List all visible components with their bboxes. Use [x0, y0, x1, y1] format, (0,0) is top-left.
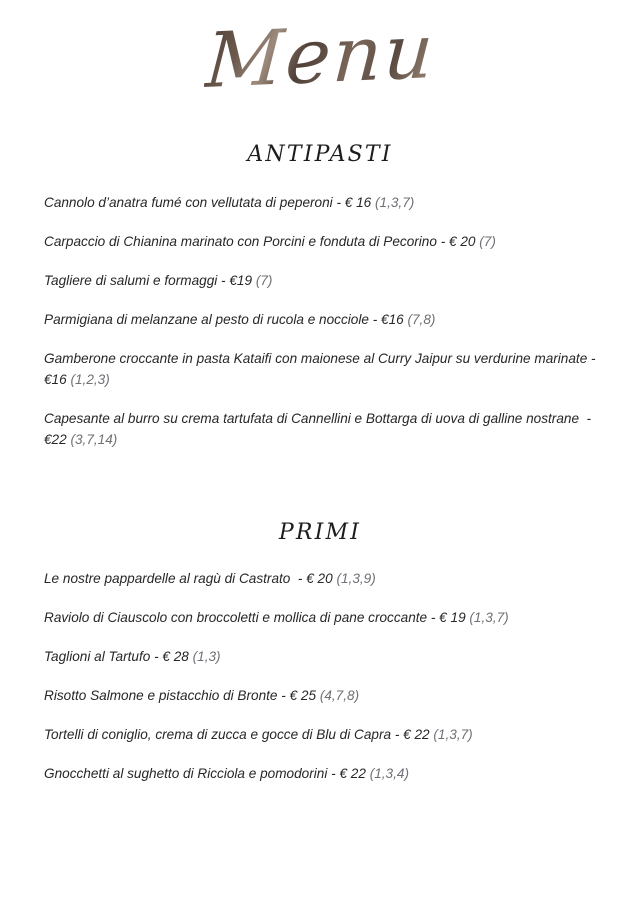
antipasti-item-list	[0, 192, 640, 450]
menu-item	[44, 309, 596, 330]
menu-item	[44, 270, 596, 291]
menu-item	[44, 568, 596, 589]
menu-item-text: Carpaccio di Chianina marinato con Porcini e fonduta di Pecorino - € 20	[44, 234, 480, 249]
menu-item	[44, 192, 596, 213]
menu-item-allergens: (4,7,8)	[319, 688, 360, 703]
menu-item-text: Parmigiana di melanzane al pesto di rucola e nocciole - €16	[44, 312, 408, 327]
menu-item-allergens: (1,3,4)	[369, 766, 409, 781]
menu-item-allergens: (1,3,7)	[469, 610, 509, 625]
menu-item-text: Le nostre pappardelle al ragù di Castrato - € 20	[44, 571, 337, 586]
menu-item	[44, 231, 596, 252]
section-heading-primi: PRIMI	[278, 520, 362, 545]
menu-item	[44, 408, 596, 450]
menu-title: Menu	[202, 1, 438, 111]
menu-item	[44, 724, 596, 745]
primi-item-list	[0, 568, 640, 784]
menu-item-allergens: (1,3,9)	[336, 571, 376, 586]
menu-item	[44, 348, 600, 390]
menu-item	[44, 763, 596, 784]
menu-item	[44, 607, 596, 628]
section-heading-antipasti: ANTIPASTI	[247, 142, 393, 167]
menu-item	[44, 646, 596, 667]
menu-item-text: Tortelli di coniglio, crema di zucca e gocce di Blu di Capra - € 22	[44, 727, 434, 742]
menu-item-text: Raviolo di Ciauscolo con broccoletti e mollica di pane croccante - € 19	[44, 610, 470, 625]
menu-item-text: Gnocchetti al sughetto di Ricciola e pomodorini - € 22	[44, 766, 370, 781]
menu-item-text: Taglioni al Tartufo - € 28	[44, 649, 193, 664]
menu-item-text: Cannolo d’anatra fumé con vellutata di peperoni - € 16	[44, 195, 375, 210]
menu-item-text: Capesante al burro su crema tartufata di Cannellini e Bottarga di uova di galline nostrane - €22	[44, 411, 595, 447]
menu-item-text: Tagliere di salumi e formaggi - €19	[44, 273, 256, 288]
menu-item-allergens: (3,7,14)	[70, 432, 118, 447]
menu-item-allergens: (7)	[255, 273, 273, 288]
menu-item-text: Gamberone croccante in pasta Kataifi con maionese al Curry Jaipur su verdurine marinate - €16	[44, 351, 600, 387]
menu-title-container	[0, 0, 640, 112]
menu-item-allergens: (7)	[479, 234, 496, 249]
menu-item-allergens: (1,3,7)	[375, 195, 415, 210]
menu-item	[44, 685, 596, 706]
menu-item-allergens: (1,3,7)	[433, 727, 473, 742]
menu-item-allergens: (1,3)	[192, 649, 221, 664]
menu-item-text: Risotto Salmone e pistacchio di Bronte - € 25	[44, 688, 320, 703]
menu-item-allergens: (7,8)	[407, 312, 436, 327]
menu-item-allergens: (1,2,3)	[70, 372, 110, 387]
